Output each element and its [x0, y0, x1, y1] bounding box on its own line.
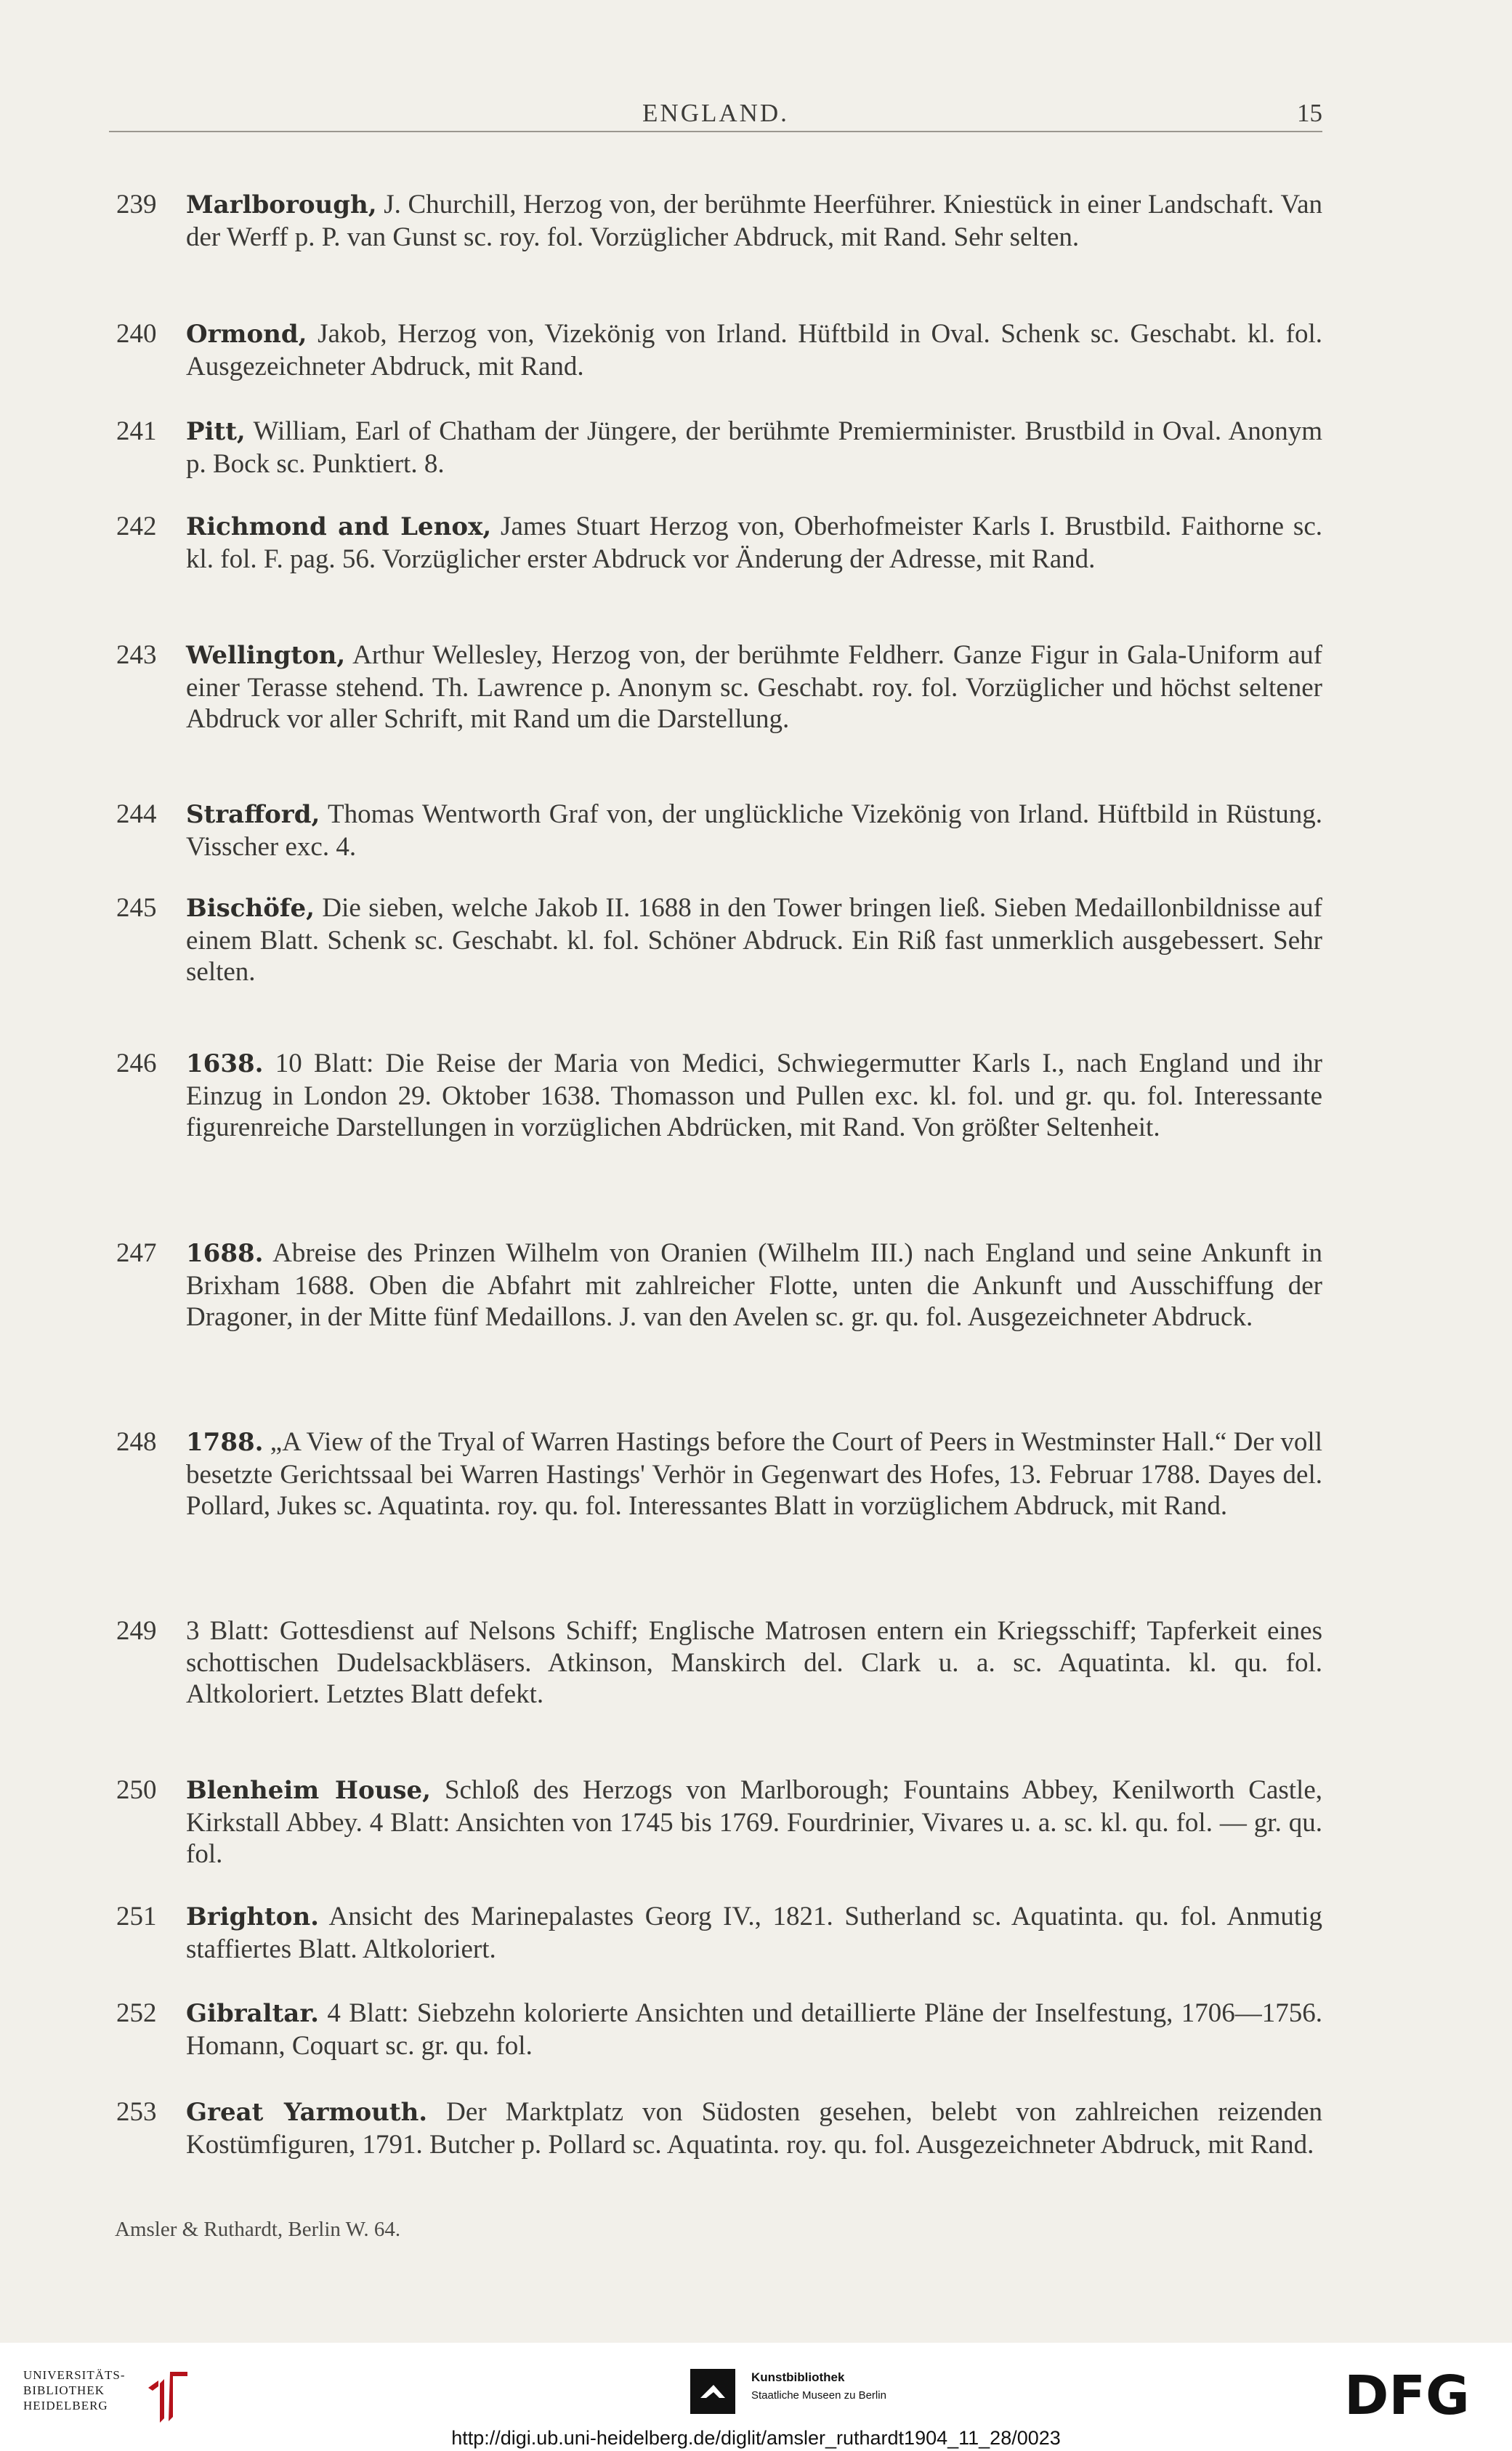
entry-description: Ansicht des Marinepalastes Georg IV., 1821. Sutherland sc. Aquatinta. qu. fol. Anmutig staffiertes Blatt. Altkoloriert. [186, 1902, 1322, 1964]
catalogue-entry [109, 416, 1322, 480]
publisher-imprint: Amsler & Ruthardt, Berlin W. 64. [115, 2218, 401, 2241]
entry-number: 246 [116, 1049, 157, 1078]
entry-text [186, 2096, 1322, 2160]
entry-keyword: Great Yarmouth. [186, 2098, 428, 2127]
running-title: ENGLAND. [642, 99, 789, 127]
entry-description: 10 Blatt: Die Reise der Maria von Medici, Schwiegermutter Karls I., nach England und ihr Einzug in London 29. Oktober 1638. Thomasson und Pullen exc. kl. fol. und gr. qu. fol. Interessante figurenreiche Darstellungen in vorzüglichen Abdrücken, mit Rand. Von größter Seltenheit. [186, 1049, 1322, 1142]
page-header [109, 96, 1322, 132]
entry-description: Die sieben, welche Jakob II. 1688 in den Tower bringen ließ. Sieben Medaillonbildnisse auf einem Blatt. Schenk sc. Geschabt. kl. fol. Schöner Abdruck. Ein Riß fast unmerklich ausgebessert. Sehr selten. [186, 893, 1322, 987]
catalogue-entry [109, 511, 1322, 575]
entry-keyword: Wellington, [186, 641, 346, 670]
entry-keyword: Gibraltar. [186, 1999, 319, 2028]
catalogue-entry [109, 1774, 1322, 1870]
entry-description: „A View of the Tryal of Warren Hastings before the Court of Peers in Westminster Hall.“ Der voll besetzte Gerichtssaal bei Warren Hastings' Verhör in Gegenwart des Hofes, 13. Februar 1788. Dayes del. Pollard, Jukes sc. Aquatinta. roy. qu. fol. Interessantes Blatt in vorzüglichem Abdruck, mit Rand. [186, 1427, 1322, 1521]
catalogue-entry [109, 1615, 1322, 1711]
entry-number: 245 [116, 893, 157, 923]
catalogue-entry [109, 1998, 1322, 2062]
entry-keyword: Ormond, [186, 320, 307, 349]
entry-number: 241 [116, 416, 157, 446]
entry-number: 243 [116, 640, 157, 670]
kunstbibliothek-subtitle: Staatliche Museen zu Berlin [751, 2389, 886, 2402]
catalogue-entry [109, 2096, 1322, 2160]
university-library-name: UNIVERSITÄTS- BIBLIOTHEK HEIDELBERG [23, 2368, 126, 2412]
entry-description: 3 Blatt: Gottesdienst auf Nelsons Schiff; Englische Matrosen entern ein Kriegsschiff; Tapferkeit eines schottischen Dudelsackbläsers. Atkinson, Manskirch del. Clark u. a. sc. Aquatinta. kl. qu. fol. Altkoloriert. Letztes Blatt defekt. [186, 1616, 1322, 1709]
entry-number: 250 [116, 1775, 157, 1805]
entry-description: William, Earl of Chatham der Jüngere, der berühmte Premierminister. Brustbild in Oval. Anonym p. Bock sc. Punktiert. 8. [186, 416, 1322, 479]
entry-description: J. Churchill, Herzog von, der berühmte Heerführer. Kniestück in einer Landschaft. Van der Werff p. P. van Gunst sc. roy. fol. Vorzüglicher Abdruck, mit Rand. Sehr selten. [186, 190, 1322, 252]
entry-keyword: Blenheim House, [186, 1776, 431, 1805]
entry-description: Thomas Wentworth Graf von, der unglückliche Vizekönig von Irland. Hüftbild in Rüstung. Visscher exc. 4. [186, 799, 1322, 862]
entry-description: James Stuart Herzog von, Oberhofmeister Karls I. Brustbild. Faithorne sc. kl. fol. F. pag. 56. Vorzüglicher erster Abdruck vor Änderung der Adresse, mit Rand. [186, 512, 1322, 574]
source-url[interactable]: http://digi.ub.uni-heidelberg.de/diglit/amsler_ruthardt1904_11_28/0023 [451, 2427, 1061, 2449]
entry-text [186, 318, 1322, 382]
entry-description: 4 Blatt: Siebzehn kolorierte Ansichten und detaillierte Pläne der Inselfestung, 1706—1756. Homann, Coquart sc. gr. qu. fol. [186, 1998, 1322, 2061]
entry-description: Schloß des Herzogs von Marlborough; Fountains Abbey, Kenilworth Castle, Kirkstall Abbey. 4 Blatt: Ansichten von 1745 bis 1769. Fourdrinier, Vivares u. a. sc. kl. qu. fol. — gr. qu. fol. [186, 1775, 1322, 1869]
entry-number: 240 [116, 319, 157, 349]
entry-keyword: Bischöfe, [186, 894, 315, 923]
entry-text [186, 189, 1322, 253]
entry-number: 248 [116, 1427, 157, 1457]
catalogue-entry [109, 189, 1322, 253]
catalogue-entry [109, 1901, 1322, 1965]
entry-number: 242 [116, 512, 157, 541]
entry-number: 249 [116, 1616, 157, 1646]
catalogue-entry [109, 318, 1322, 382]
entry-number: 251 [116, 1902, 157, 1931]
catalogue-entry [109, 639, 1322, 735]
entry-keyword: Richmond and Lenox, [186, 512, 492, 541]
entry-number: 253 [116, 2097, 157, 2127]
page-number: 15 [1297, 99, 1322, 127]
entry-number: 247 [116, 1238, 157, 1268]
entry-number: 244 [116, 799, 157, 829]
catalogue-entry [109, 892, 1322, 988]
entry-text [186, 1615, 1322, 1711]
catalogue-entry [109, 1426, 1322, 1522]
kunstbibliothek-logo[interactable] [690, 2366, 937, 2418]
university-seal-icon [141, 2366, 195, 2424]
entry-description: Abreise des Prinzen Wilhelm von Oranien (Wilhelm III.) nach England und seine Ankunft in Brixham 1688. Oben die Abfahrt mit zahlreicher Flotte, unten die Ankunft und Ausschiffung der Dragoner, in der Mitte fünf Medaillons. J. van den Avelen sc. gr. qu. fol. Ausgezeichneter Abdruck. [186, 1238, 1322, 1332]
entry-keyword: Pitt, [186, 417, 246, 446]
entry-text [186, 511, 1322, 575]
entry-text [186, 799, 1322, 863]
entry-description: Der Marktplatz von Südosten gesehen, belebt von zahlreichen reizenden Kostümfiguren, 1791. Butcher p. Pollard sc. Aquatinta. roy. qu. fol. Ausgezeichneter Abdruck, mit Rand. [186, 2097, 1322, 2160]
entry-keyword: 1638. [186, 1049, 264, 1078]
entry-text [186, 1048, 1322, 1144]
university-library-logo[interactable] [23, 2366, 198, 2424]
entry-description: Jakob, Herzog von, Vizekönig von Irland. Hüftbild in Oval. Schenk sc. Geschabt. kl. fol. Ausgezeichneter Abdruck, mit Rand. [186, 319, 1322, 381]
entry-number: 239 [116, 190, 157, 219]
entry-text [186, 1237, 1322, 1333]
entry-text [186, 892, 1322, 988]
dfg-logo[interactable] [1344, 2369, 1489, 2418]
digitization-footer [0, 2343, 1512, 2451]
catalogue-entry [109, 799, 1322, 863]
entry-keyword: Strafford, [186, 800, 320, 829]
dfg-logo-text: DFG [1344, 2369, 1470, 2418]
entry-description: Arthur Wellesley, Herzog von, der berühmte Feldherr. Ganze Figur in Gala-Uniform auf einer Terasse stehend. Th. Lawrence p. Anonym sc. Geschabt. roy. fol. Vorzüglicher und höchst seltener Abdruck vor aller Schrift, mit Rand um die Darstellung. [186, 640, 1322, 734]
entry-text [186, 416, 1322, 480]
entry-number: 252 [116, 1998, 157, 2028]
entry-keyword: Brighton. [186, 1902, 319, 1931]
entry-text [186, 1774, 1322, 1870]
entry-text [186, 639, 1322, 735]
entry-text [186, 1901, 1322, 1965]
catalogue-entry [109, 1237, 1322, 1333]
entry-keyword: 1688. [186, 1239, 264, 1268]
kunstbibliothek-mark-icon [690, 2369, 735, 2414]
kunstbibliothek-name: Kunstbibliothek [751, 2370, 845, 2384]
entry-keyword: Marlborough, [186, 190, 377, 219]
entry-keyword: 1788. [186, 1428, 264, 1457]
entry-text [186, 1426, 1322, 1522]
entry-text [186, 1998, 1322, 2062]
catalogue-entry [109, 1048, 1322, 1144]
